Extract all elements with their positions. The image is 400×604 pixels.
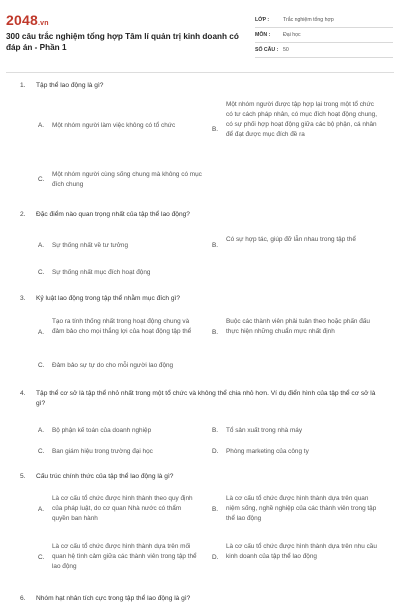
option-text: Đảm bảo sự tự do cho mỗi người lao động <box>52 362 174 369</box>
option-text: Bộ phận kế toán của doanh nghiệp <box>52 427 152 434</box>
meta-key: SỐ CÂU : <box>255 47 279 53</box>
option-letter: A. <box>38 122 45 129</box>
question-body: Nhóm hạt nhân tích cực trong tập thể lao động là gì? <box>36 595 191 602</box>
question-text <box>20 594 390 604</box>
option-letter: D. <box>212 448 219 455</box>
question-body: Tập thể lao động là gì? <box>36 82 104 89</box>
page-header <box>0 0 400 72</box>
option-text: Có sự hợp tác, giúp đỡ lẫn nhau trong tập thể <box>226 236 356 243</box>
option-letter: B. <box>212 242 219 249</box>
option-text: Là cơ cấu tổ chức được hình thành dựa trên quan niệm sống, nghề nghiệp của các thành viên trong tập thể lao động <box>226 495 377 522</box>
question-text <box>20 210 390 220</box>
option-letter: A. <box>38 506 45 513</box>
question-text <box>20 389 376 409</box>
question-text <box>20 294 390 304</box>
option-letter: D. <box>212 554 219 561</box>
meta-key: LỚP : <box>255 17 270 23</box>
option-text: Tạo ra tính thống nhất trong hoạt động chung và đảm bảo cho mọi thắng lợi của hoạt động tập thể <box>52 318 192 335</box>
option-letter: B. <box>212 329 219 336</box>
option-letter: A. <box>38 329 45 336</box>
option-letter: B. <box>212 126 219 133</box>
option-text: Sự thống nhất về tư tưởng <box>52 242 129 249</box>
question-number: 6. <box>20 595 26 602</box>
question-body: Đặc điểm nào quan trọng nhất của tập thể lao động? <box>36 211 190 218</box>
logo-suffix: .vn <box>37 20 49 27</box>
option-letter: C. <box>38 269 45 276</box>
option-letter: A. <box>38 242 45 249</box>
option-text: Một nhóm người làm việc không có tổ chức <box>52 122 176 129</box>
meta-value: Đại học <box>283 32 301 38</box>
question-body: Kỷ luật lao động trong tập thể nhằm mục đích gì? <box>36 295 181 302</box>
option-letter: C. <box>38 362 45 369</box>
option-letter: B. <box>212 506 219 513</box>
option-text: Một nhóm người cùng sống chung mà không có mục đích chung <box>52 171 202 188</box>
meta-row-subject <box>255 28 393 43</box>
meta-value: 50 <box>283 47 289 53</box>
option-letter: C. <box>38 448 45 455</box>
option-letter: C. <box>38 176 45 183</box>
question-number: 5. <box>20 473 26 480</box>
question-body: Cấu trúc chính thức của tập thể lao động là gì? <box>36 473 174 480</box>
option-text: Tổ sản xuất trong nhà máy <box>226 427 303 434</box>
option-text: Một nhóm người được tập hợp lại trong một tổ chức có tư cách pháp nhân, có mục đích hoạt động chung, có sự phối hợp hoạt động giữa các bộ phận, cá nhân để đạt được mục đích đề ra <box>226 101 378 138</box>
question-number: 4. <box>20 390 26 397</box>
option-text: Là cơ cấu tổ chức được hình thành theo quy định của pháp luật, do cơ quan Nhà nước có thẩm quyền ban hành <box>52 495 193 522</box>
meta-value: Trắc nghiệm tổng hợp <box>283 17 334 23</box>
site-logo[interactable] <box>6 12 49 28</box>
option-text: Ban giám hiệu trong trường đại học <box>52 448 153 455</box>
question-number: 2. <box>20 211 26 218</box>
question-text <box>20 472 390 482</box>
page-title: 300 câu trắc nghiệm tổng hợp Tâm lí quản trị kinh doanh có đáp án - Phần 1 <box>6 32 239 52</box>
option-text: Buộc các thành viên phải tuân theo hoặc phấn đấu thực hiện những chuẩn mực nhất định <box>226 318 370 335</box>
question-number: 1. <box>20 82 26 89</box>
meta-key: MÔN : <box>255 32 271 38</box>
option-text: Sự thống nhất mục đích hoạt động <box>52 269 151 276</box>
option-text: Phòng marketing của công ty <box>226 448 309 455</box>
option-letter: A. <box>38 427 45 434</box>
option-text: Là cơ cấu tổ chức được hình thành dựa trên nhu cầu kinh doanh của tập thể lao động <box>226 543 377 560</box>
meta-row-count <box>255 43 393 58</box>
question-body: Tập thể cơ sở là tập thể nhỏ nhất trong một tổ chức và không thể chia nhỏ hơn. Ví dụ điển hình của tập thể cơ sở là gì? <box>36 390 376 407</box>
question-text <box>20 81 390 91</box>
question-number: 3. <box>20 295 26 302</box>
option-text: Là cơ cấu tổ chức được hình thành dựa trên mối quan hệ tình cảm giữa các thành viên trong tập thể lao động <box>52 543 197 570</box>
option-letter: C. <box>38 554 45 561</box>
logo-text: 2048 <box>6 12 38 28</box>
option-letter: B. <box>212 427 219 434</box>
quiz-meta-table <box>255 13 393 58</box>
meta-row-class <box>255 13 393 28</box>
header-divider <box>6 72 394 73</box>
